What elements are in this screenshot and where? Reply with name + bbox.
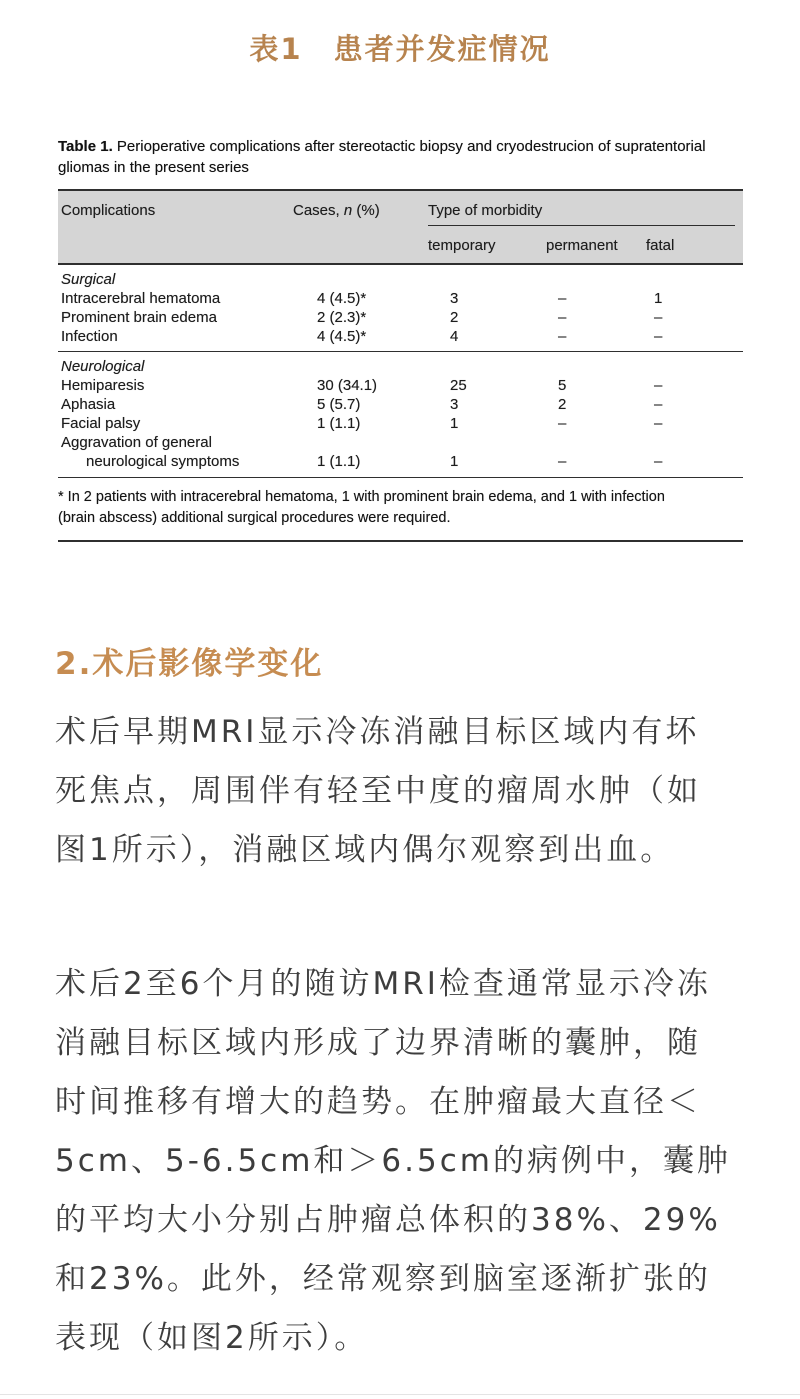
section-heading: 2.术后影像学变化 [55,646,324,682]
page-bottom-divider [0,1394,800,1395]
table-row [58,376,743,395]
text-line: 消融目标区域内形成了边界清晰的囊肿，随 [55,1025,701,1061]
section-label-neurological: Neurological [61,358,145,375]
cell-fatal: – [654,396,663,413]
cell-cases: 5 (5.7) [317,396,361,413]
table-caption-text: Perioperative complications after stereotactic biopsy and cryodestrucion of supratentorial gliomas in the present series [58,138,706,176]
table-footnote [58,477,743,542]
cell-cases: 4 (4.5)* [317,328,367,345]
table-header-row-2 [58,235,743,254]
cell-cases: 4 (4.5)* [317,290,367,307]
cell-cases: 1 (1.1) [317,453,361,470]
table-row [58,308,743,327]
table1-figure [58,136,743,542]
text-line: 死焦点，周围伴有轻至中度的瘤周水肿（如 [55,773,701,809]
text-line: 和23%。此外，经常观察到脑室逐渐扩张的 [55,1261,711,1297]
col-header-permanent: permanent [546,237,618,254]
cases-label-suffix: (%) [352,202,380,219]
col-header-type-of-morbidity: Type of morbidity [428,202,735,226]
text-line: 时间推移有增大的趋势。在肿瘤最大直径＜ [55,1084,701,1120]
cell-fatal: – [654,377,663,394]
text-line: 表现（如图2所示）。 [55,1320,369,1356]
footnote-line: (brain abscess) additional surgical procedures were required. [58,510,451,526]
text-line: 术后早期MRI显示冷冻消融目标区域内有坏 [55,714,700,750]
cell-temporary: 2 [450,309,459,326]
table-row [58,452,743,471]
text-line: 图1所示），消融区域内偶尔观察到出血。 [55,832,675,868]
col-header-cases [293,202,428,226]
page-title: 表1 患者并发症情况 [249,32,551,66]
row-label: Aggravation of general [61,434,212,451]
section-label-surgical: Surgical [61,271,116,288]
table-row [58,289,743,308]
col-header-complications: Complications [61,202,156,219]
cell-fatal: – [654,309,663,326]
table-row [58,327,743,346]
cases-label-n: n [343,202,353,219]
col-header-fatal: fatal [646,237,675,254]
col-header-temporary: temporary [428,237,496,254]
cell-temporary: 4 [450,328,459,345]
cell-permanent: – [558,415,567,432]
cell-temporary: 3 [450,290,459,307]
cell-permanent: 5 [558,377,567,394]
cases-label-prefix: Cases, [293,202,344,219]
cell-fatal: – [654,415,663,432]
cell-cases: 1 (1.1) [317,415,361,432]
cell-temporary: 25 [450,377,467,394]
cell-temporary: 1 [450,415,459,432]
cell-temporary: 3 [450,396,459,413]
cell-permanent: – [558,309,567,326]
cell-cases: 30 (34.1) [317,377,378,394]
paragraph-2 [55,955,760,1368]
row-label: Intracerebral hematoma [61,290,221,307]
row-label: Hemiparesis [61,377,145,394]
text-line: 的平均大小分别占肿瘤总体积的38%、29% [55,1202,721,1238]
table-body [58,265,743,471]
cell-permanent: – [558,290,567,307]
footnote-line: * In 2 patients with intracerebral hematoma, 1 with prominent brain edema, and 1 with infection [58,489,665,505]
paragraph-1 [55,703,760,880]
cell-permanent: – [558,453,567,470]
row-label: Aphasia [61,396,116,413]
table-row [58,414,743,433]
row-label: Facial palsy [61,415,141,432]
table-row [58,433,743,452]
cell-permanent: 2 [558,396,567,413]
cell-temporary: 1 [450,453,459,470]
cell-fatal: – [654,453,663,470]
row-label: Prominent brain edema [61,309,217,326]
table-header [58,189,743,265]
text-line: 术后2至6个月的随访MRI检查通常显示冷冻 [55,966,711,1002]
cell-fatal: 1 [654,290,663,307]
text-line: 5cm、5-6.5cm和＞6.5cm的病例中，囊肿 [55,1143,731,1179]
table-caption-label: Table 1. [58,138,113,155]
row-label: Infection [61,328,118,345]
cell-cases: 2 (2.3)* [317,309,367,326]
cell-fatal: – [654,328,663,345]
row-label: neurological symptoms [86,453,240,470]
table-caption [58,136,743,178]
table-row [58,395,743,414]
table-header-row-1 [58,202,743,226]
cell-permanent: – [558,328,567,345]
